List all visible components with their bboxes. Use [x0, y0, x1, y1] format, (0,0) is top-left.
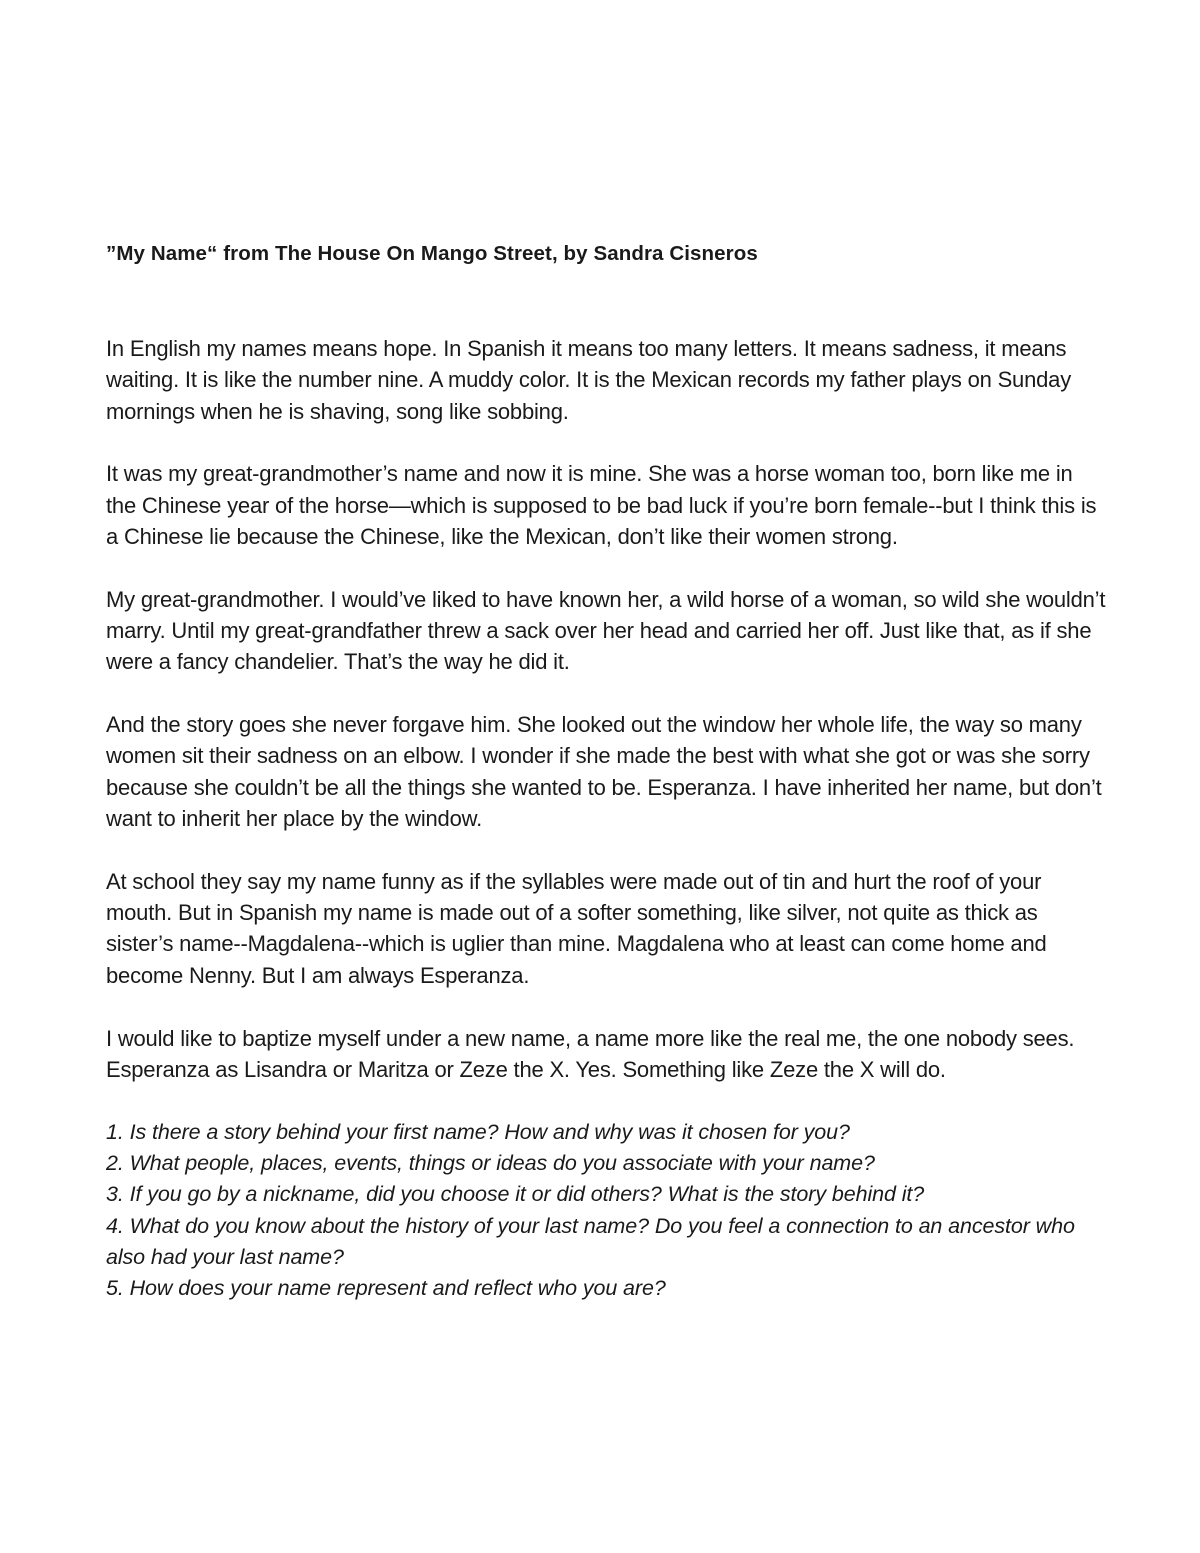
paragraph: And the story goes she never forgave him. She looked out the window her whole life, the way so many women sit their sadness on an elbow. I wonder if she made the best with what she got or was she sorry because she couldn’t be all the things she wanted to be. Esperanza. I have inherited her name, but don’t want to inherit her place by the window. [106, 712, 1102, 832]
paragraph: It was my great-grandmother’s name and now it is mine. She was a horse woman too, born like me in the Chinese year of the horse—which is supposed to be bad luck if you’re born female--but I think this is a Chinese lie because the Chinese, like the Mexican, don’t like their women strong. [106, 461, 1097, 549]
question-item: 5. How does your name represent and reflect who you are? [106, 1276, 666, 1301]
question-item: 2. What people, places, events, things or ideas do you associate with your name? [106, 1150, 875, 1175]
question-item: 3. If you go by a nickname, did you choose it or did others? What is the story behind it? [106, 1182, 925, 1207]
document-title: ”My Name“ from The House On Mango Street, by Sandra Cisneros [106, 242, 758, 265]
document-body [106, 238, 1106, 1304]
question-item: 4. What do you know about the history of your last name? Do you feel a connection to an ancestor who also had your last name? [106, 1213, 1075, 1269]
question-item: 1. Is there a story behind your first name? How and why was it chosen for you? [106, 1119, 850, 1144]
paragraph: In English my names means hope. In Spanish it means too many letters. It means sadness, it means waiting. It is like the number nine. A muddy color. It is the Mexican records my father plays on Sunday mornings when he is shaving, song like sobbing. [106, 336, 1071, 424]
question-list [106, 1117, 1106, 1305]
paragraph: My great-grandmother. I would’ve liked to have known her, a wild horse of a woman, so wild she wouldn’t marry. Until my great-grandfather threw a sack over her head and carried her off. Just like that, as if she were a fancy chandelier. That’s the way he did it. [106, 586, 1106, 675]
paragraph: At school they say my name funny as if the syllables were made out of tin and hurt the roof of your mouth. But in Spanish my name is made out of a softer something, like silver, not quite as thick as sister’s name--Magdalena--which is uglier than mine. Magdalena who at least can come home and become Nenny. But I am always Esperanza. [106, 868, 1047, 988]
paragraph: I would like to baptize myself under a new name, a name more like the real me, the one nobody sees. Esperanza as Lisandra or Maritza or Zeze the X. Yes. Something like Zeze the X will do. [106, 1025, 1075, 1082]
